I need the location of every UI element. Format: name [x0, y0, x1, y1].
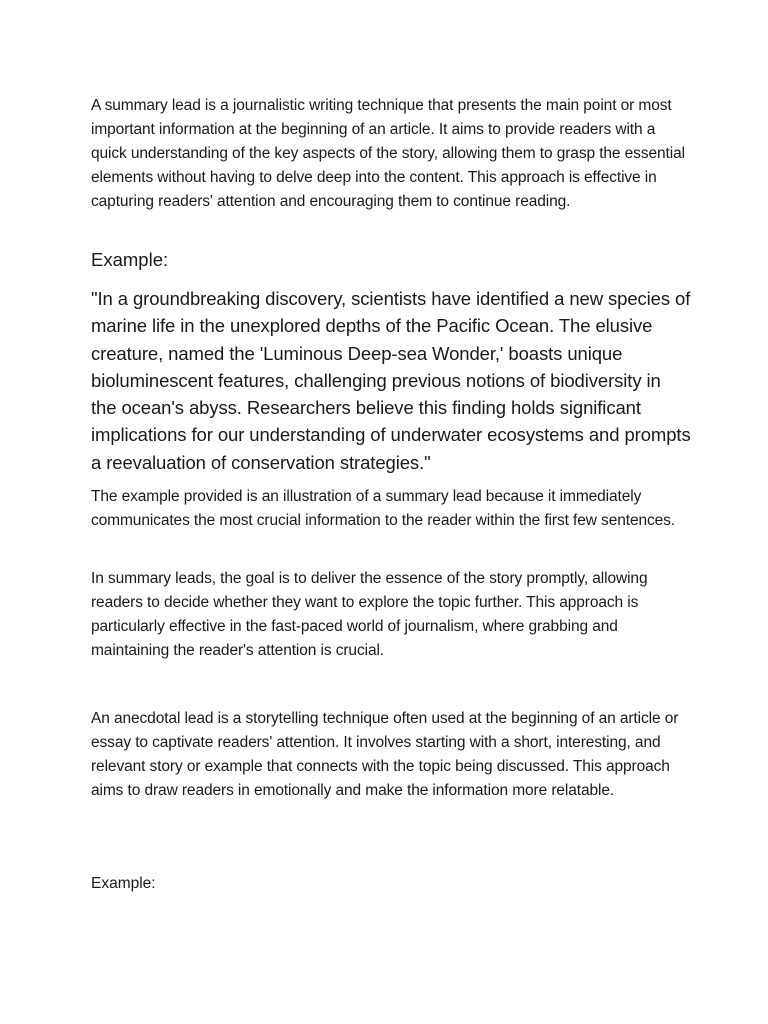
example-label: Example:: [91, 249, 169, 270]
example-quote: "In a groundbreaking discovery, scientists have identified a new species of marine life in the unexplored depths of the Pacific Ocean. The elusive creature, named the 'Luminous Deep-sea Wonder,' boasts unique bioluminescent features, challenging previous notions of biodiversity in the ocean's abyss. Researchers believe this finding holds significant implications for our understanding of underwater ecosystems and prompts a reevaluation of conservation strategies.": [91, 288, 691, 473]
goal-paragraph: In summary leads, the goal is to deliver the essence of the story promptly, allowing readers to decide whether they want to explore the topic further. This approach is particularly effective in the fast-paced world of journalism, where grabbing and maintaining the reader's attention is crucial.: [91, 570, 648, 659]
anecdotal-lead-intro-paragraph: An anecdotal lead is a storytelling technique often used at the beginning of an article or essay to captivate readers' attention. It involves starting with a short, interesting, and relevant story or example that connects with the topic being discussed. This approach aims to draw readers in emotionally and make the information more relatable.: [91, 710, 679, 799]
explanation-paragraph: The example provided is an illustration of a summary lead because it immediately communicates the most crucial information to the reader within the first few sentences.: [91, 488, 676, 529]
summary-lead-intro-paragraph: A summary lead is a journalistic writing technique that presents the main point or most important information at the beginning of an article. It aims to provide readers with a quick understanding of the key aspects of the story, allowing them to grasp the essential elements without having to delve deep into the content. This approach is effective in capturing readers' attention and encouraging them to continue reading.: [91, 97, 685, 210]
example-label-second: Example:: [91, 875, 156, 892]
